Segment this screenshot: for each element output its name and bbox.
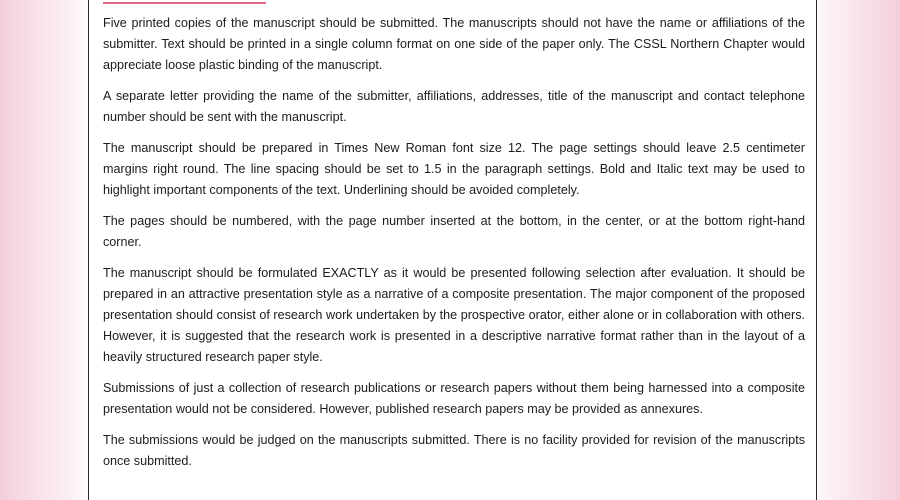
heading-underline-accent	[103, 2, 266, 4]
paragraph-formulation: The manuscript should be formulated EXACTLY as it would be presented following selection after evaluation. It should be prepared in an attractive presentation style as a narrative of a composite presentation. The major component of the proposed presentation should consist of research work undertaken by the prospective orator, either alone or in collaboration with others. However, it is suggested that the research work is presented in a descriptive narrative format rather than in the layout of a heavily structured research paper style.	[103, 266, 805, 364]
left-edge-decoration	[0, 0, 90, 500]
paragraph-formatting: The manuscript should be prepared in Times New Roman font size 12. The page settings should leave 2.5 centimeter margins right round. The line spacing should be set to 1.5 in the paragraph settings. Bold and Italic text may be used to highlight important components of the text. Underlining should be avoided completely.	[103, 141, 805, 197]
right-edge-decoration	[810, 0, 900, 500]
paragraph-submissions: Submissions of just a collection of research publications or research papers without them being harnessed into a composite presentation would not be considered. However, published research papers may be provided as annexures.	[103, 381, 805, 416]
paragraph-printed-copies: Five printed copies of the manuscript should be submitted. The manuscripts should not have the name or affiliations of the submitter. Text should be printed in a single column format on one side of the paper only. The CSSL Northern Chapter would appreciate loose plastic binding of the manuscript.	[103, 16, 805, 72]
document-body	[103, 13, 805, 482]
paragraph-judging: The submissions would be judged on the manuscripts submitted. There is no facility provided for revision of the manuscripts once submitted.	[103, 433, 805, 468]
document-page	[88, 0, 817, 500]
paragraph-separate-letter: A separate letter providing the name of the submitter, affiliations, addresses, title of the manuscript and contact telephone number should be sent with the manuscript.	[103, 89, 805, 124]
paragraph-page-numbering: The pages should be numbered, with the page number inserted at the bottom, in the center, or at the bottom right-hand corner.	[103, 214, 805, 249]
